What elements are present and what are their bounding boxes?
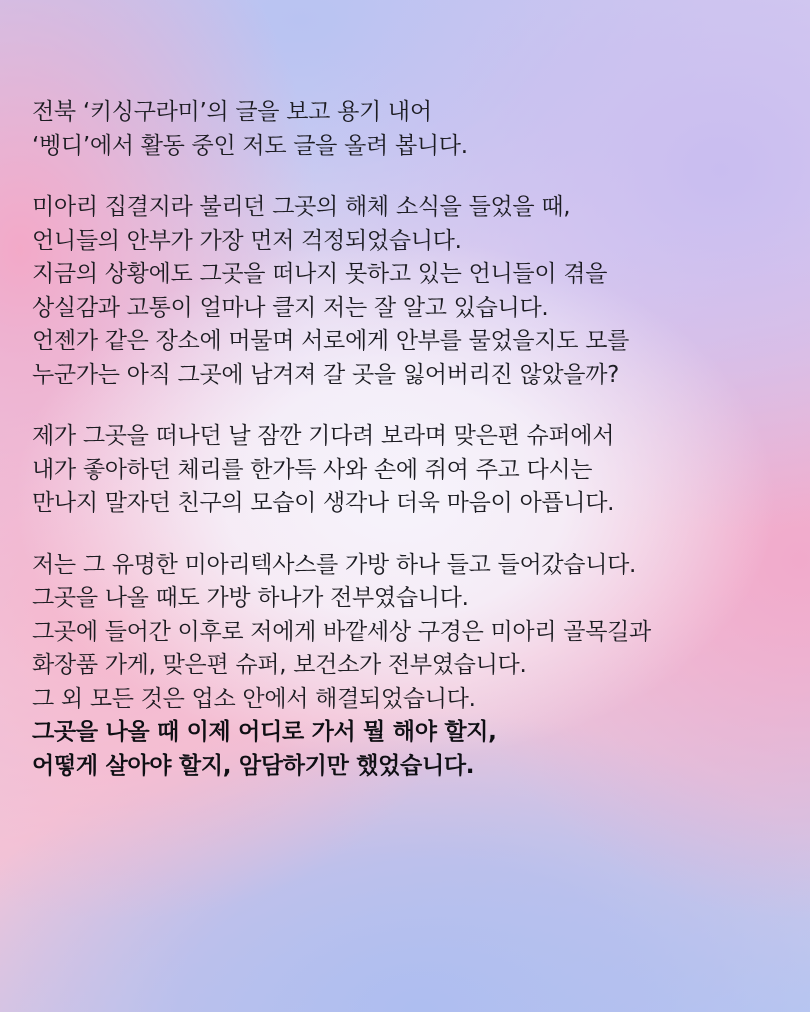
- text-line: 지금의 상황에도 그곳을 떠나지 못하고 있는 언니들이 겪을: [32, 261, 608, 287]
- text-line-emphasis: 어떻게 살아야 할지, 암담하기만 했었습니다.: [32, 752, 475, 779]
- text-line: 언젠가 같은 장소에 머물며 서로에게 안부를 물었을지도 모를: [32, 328, 630, 354]
- text-line: 만나지 말자던 친구의 모습이 생각나 더욱 마음이 아픕니다.: [32, 490, 615, 516]
- text-line: 제가 그곳을 떠나던 날 잠깐 기다려 보라며 맞은편 슈퍼에서: [32, 423, 615, 449]
- text-line: 누군가는 아직 그곳에 남겨져 갈 곳을 잃어버리진 않았을까?: [32, 361, 620, 388]
- text-line: 그 외 모든 것은 업소 안에서 해결되었습니다.: [32, 685, 476, 712]
- paragraph-intro: [32, 96, 792, 163]
- paragraph-news: [32, 191, 792, 392]
- text-line: 화장품 가게, 맞은편 슈퍼, 보건소가 전부였습니다.: [32, 652, 527, 678]
- text-line: 언니들의 안부가 가장 먼저 걱정되었습니다.: [32, 227, 462, 254]
- text-line-emphasis: 그곳을 나올 때 이제 어디로 가서 뭘 해야 할지,: [32, 719, 497, 745]
- text-line: 상실감과 고통이 얼마나 클지 저는 잘 알고 있습니다.: [32, 294, 549, 321]
- text-line: 그곳을 나올 때도 가방 하나가 전부였습니다.: [32, 585, 469, 611]
- text-line: 저는 그 유명한 미아리텍사스를 가방 하나 들고 들어갔습니다.: [32, 551, 637, 578]
- letter-body: [32, 96, 792, 811]
- paragraph-memory: [32, 420, 792, 521]
- paragraph-story: [32, 549, 792, 784]
- text-line: 내가 좋아하던 체리를 한가득 사와 손에 쥐여 주고 다시는: [32, 456, 593, 483]
- text-line: 그곳에 들어간 이후로 저에게 바깥세상 구경은 미아리 골목길과: [32, 618, 651, 645]
- text-line: 전북 ‘키싱구라미’의 글을 보고 용기 내어: [32, 99, 432, 125]
- text-line: ‘벵디’에서 활동 중인 저도 글을 올려 봅니다.: [32, 132, 468, 159]
- text-line: 미아리 집결지라 불리던 그곳의 해체 소식을 들었을 때,: [32, 194, 571, 220]
